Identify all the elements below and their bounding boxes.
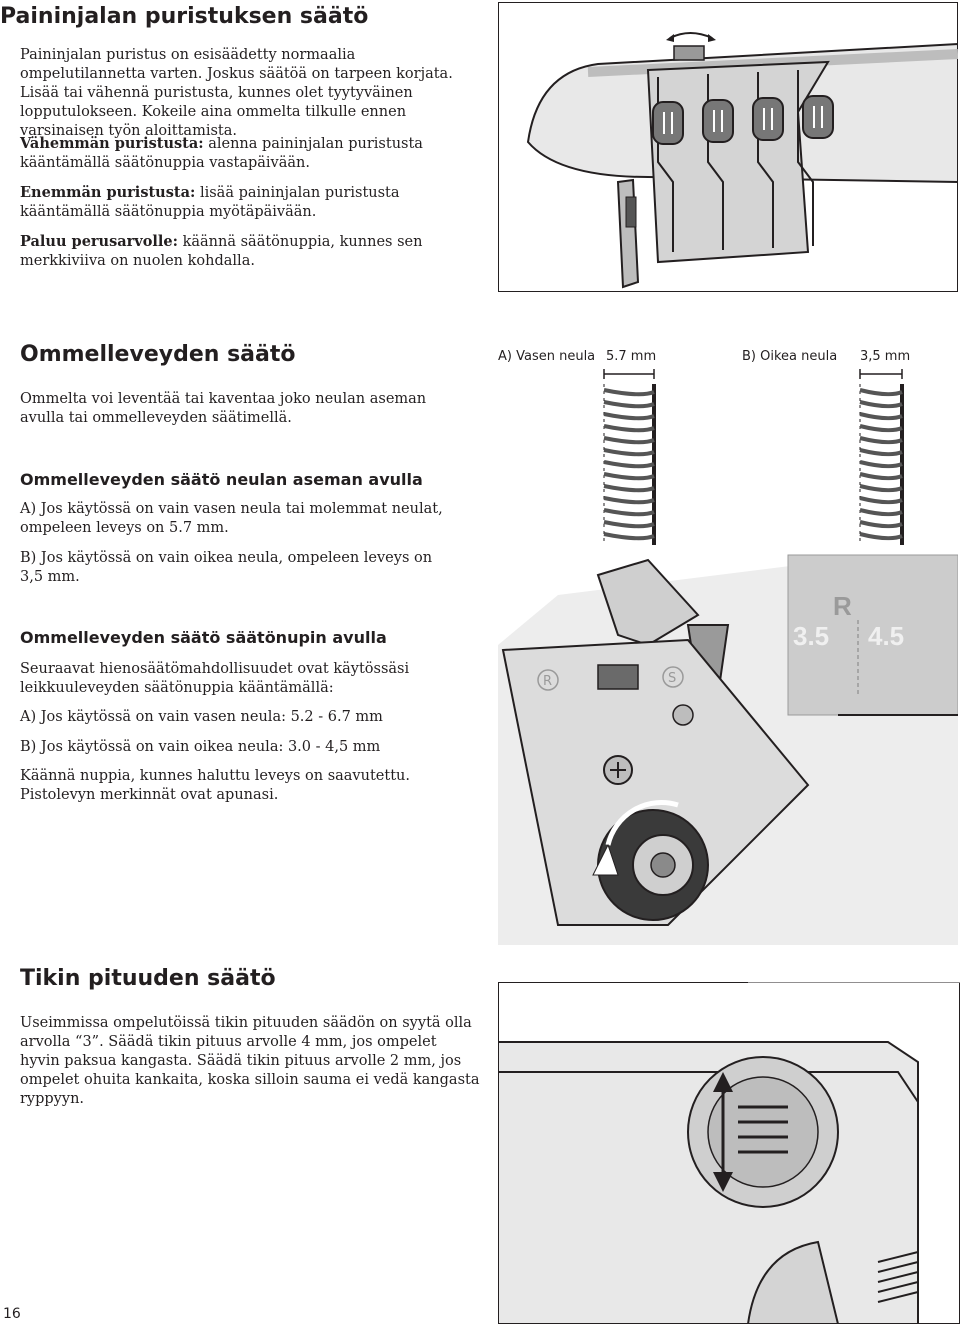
pressure-dial-illustration	[498, 2, 958, 292]
less-pressure-text: alenna paininjalan puristusta kääntämällä säätönuppia vastapäivään.	[20, 136, 423, 171]
caption-left-width: 5.7 mm	[606, 349, 657, 364]
subtitle-width-knob: Ommelleveyden säätö säätönupin avulla	[20, 628, 387, 647]
plate-mark-right: 4.5	[868, 621, 905, 651]
section-title-stitch-width: Ommelleveyden säätö	[20, 342, 296, 367]
needle-left-text: A) Jos käytössä on vain vasen neula tai molemmat neulat, ompeleen leveys on 5.7 mm.	[20, 501, 443, 536]
pressure-knob	[674, 46, 704, 60]
width-right-range: B) Jos käytössä on vain oikea neula: 3.0 - 4,5 mm	[20, 739, 381, 755]
caption-left-needle: A) Vasen neula	[498, 349, 596, 364]
stitch-length-illustration	[498, 982, 960, 1324]
needle-right-text: B) Jos käytössä on vain oikea neula, ompeleen leveys on 3,5 mm.	[20, 550, 433, 585]
wide-overlock-stitch	[604, 384, 654, 545]
width-knob-outro: Käännä nuppia, kunnes haluttu leveys on saavutettu. Pistolevyn merkinnät ovat apunasi.	[20, 768, 410, 803]
caption-right-needle: B) Oikea neula	[742, 349, 838, 364]
width-knob-illustration	[498, 545, 958, 945]
section-title-stitch-length: Tikin pituuden säätö	[20, 966, 276, 991]
stitch-width-figure	[498, 340, 958, 550]
width-knob-intro: Seuraavat hienosäätömahdollisuudet ovat käytössäsi leikkuuleveyden säätönuppia kääntämällä:	[20, 661, 410, 696]
more-pressure-label: Enemmän puristusta:	[20, 184, 196, 201]
reset-pressure-paragraph	[20, 232, 440, 271]
screw-lower-icon	[673, 705, 693, 725]
width-marker-left	[604, 369, 654, 379]
stitch-width-intro: Ommelta voi leventää tai kaventaa joko neulan aseman avulla tai ommelleveyden säätimellä.	[20, 391, 427, 426]
width-marker-right	[860, 369, 902, 379]
badge-s: S	[668, 671, 677, 686]
caption-right-width: 3,5 mm	[860, 349, 911, 364]
subtitle-needle-position: Ommelleveyden säätö neulan aseman avulla	[20, 470, 423, 489]
more-pressure-text: lisää paininjalan puristusta kääntämällä säätönuppia myötäpäivään.	[20, 185, 400, 220]
page-number: 16	[3, 1306, 21, 1322]
width-left-range: A) Jos käytössä on vain vasen neula: 5.2 - 6.7 mm	[20, 709, 383, 725]
front-plate	[648, 62, 828, 262]
plate-mark-left: 3.5	[793, 621, 830, 651]
width-slider	[598, 665, 638, 689]
section-title-presser-foot: Paininjalan puristuksen säätö	[0, 4, 369, 29]
badge-r: R	[543, 674, 553, 689]
presser-foot-intro: Paininjalan puristus on esisäädetty normaalia ompelutilannetta varten. Joskus säätöä on tarpeen korjata. Lisää tai vähennä puristusta, kunnes olet tyytyväinen lopputulokseen. Kokeile aina ommelta tilkulle ennen varsinaisen työn aloittamista.	[20, 47, 453, 139]
narrow-overlock-stitch	[860, 384, 902, 545]
less-pressure-label: Vähemmän puristusta:	[20, 135, 204, 152]
more-pressure-paragraph	[20, 183, 475, 222]
less-pressure-paragraph	[20, 134, 450, 173]
reset-pressure-text: käännä säätönuppia, kunnes sen merkkiviiva on nuolen kohdalla.	[20, 234, 423, 269]
reset-pressure-label: Paluu perusarvolle:	[20, 233, 178, 250]
stitch-length-text: Useimmissa ompelutöissä tikin pituuden säädön on syytä olla arvolla “3”. Säädä tikin pituus arvolle 4 mm, jos ompelet hyvin paksua kangasta. Säädä tikin pituus arvolle 2 mm, jos ompelet ohuita kankaita, koska silloin sauma ei vedä kangasta ryppyyn.	[20, 1015, 480, 1107]
plate-letter: R	[833, 591, 852, 621]
